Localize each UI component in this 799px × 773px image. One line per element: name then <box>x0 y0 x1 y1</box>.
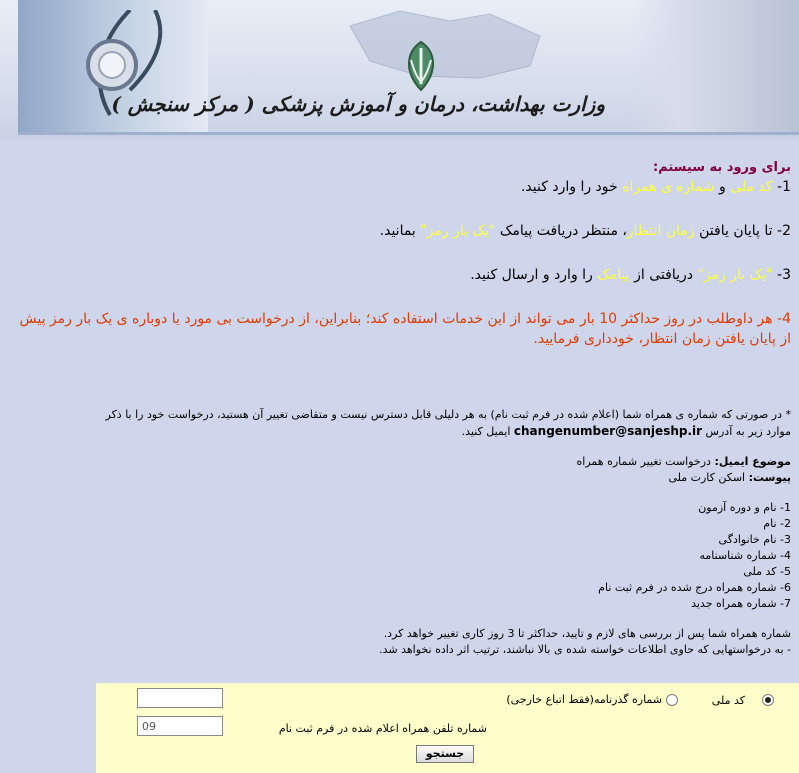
step-4-warning: 4- هر داوطلب در روز حداکثر 10 بار می تواند از این خدمات استفاده کند؛ بنابراین، از درخواست بی مورد یا دوباره ی یک بار رمز پیش از پایان یافتن زمان انتظار، خودداری فرمایید. <box>19 311 791 347</box>
mobile-number-label: شماره تلفن همراه اعلام شده در فرم ثبت نام <box>278 722 487 735</box>
banner-title: وزارت بهداشت، درمان و آموزش پزشکی ( مرکز سنجش ) <box>111 92 605 116</box>
passport-radio[interactable] <box>666 694 678 706</box>
email-attachment-line <box>91 470 791 486</box>
national-code-radio[interactable] <box>762 694 774 706</box>
step-3-text-b: را وارد و ارسال کنید. <box>470 267 598 283</box>
email-subject-line <box>91 454 791 470</box>
stethoscope-icon <box>60 10 200 135</box>
step-2-text-a: تا پایان یافتن <box>694 223 773 239</box>
passport-radio-label: شماره گذرنامه(فقط اتباع خارجی) <box>506 693 662 706</box>
step-1-number: 1- <box>772 179 791 195</box>
step-2 <box>11 221 791 241</box>
list-item: 1- نام و دوره آزمون <box>698 501 791 514</box>
emblem-logo-icon <box>396 38 446 94</box>
processing-time-note: شماره همراه شما پس از بررسی های لازم و تایید، حداکثر تا 3 روز کاری تغییر خواهد کرد. <box>383 627 791 640</box>
email-subject-value: درخواست تغییر شماره همراه <box>576 455 715 468</box>
step-2-number: 2- <box>772 223 791 239</box>
step-2-text-c: بمانید. <box>379 223 421 239</box>
login-instructions <box>11 160 791 349</box>
national-code-radio-label: کد ملی <box>711 694 745 707</box>
list-item: 4- شماره شناسنامه <box>699 549 791 562</box>
list-item: 3- نام خانوادگی <box>718 533 791 546</box>
step-1-text-b: خود را وارد کنید. <box>520 179 623 195</box>
change-number-notes <box>91 407 791 658</box>
step-1-text-a: و <box>714 179 731 195</box>
mobile-number-input[interactable] <box>137 716 223 736</box>
step-2-highlight-otp: "یک بار رمز" <box>420 223 496 239</box>
step-3 <box>11 265 791 285</box>
list-item: 7- شماره همراه جدید <box>691 597 791 610</box>
step-3-number: 3- <box>772 267 791 283</box>
banner-right-panel <box>629 0 799 135</box>
incomplete-request-note: - به درخواستهایی که حاوی اطلاعات خواسته شده ی بالا نباشند، ترتیب اثر داده نخواهد شد. <box>379 643 791 656</box>
instructions-heading: برای ورود به سیستم: <box>652 160 791 175</box>
change-number-text-a: * در صورتی که شماره ی همراه شما (اعلام شده در فرم ثبت نام) به هر دلیلی قابل دسترس نیست و متقاضی تغییر آن هستید، درخواست خود را با ذکر موارد زیر به آدرس <box>105 408 791 438</box>
email-subject-label: موضوع ایمیل: <box>714 455 791 468</box>
change-number-paragraph <box>91 407 791 440</box>
login-form <box>96 683 799 773</box>
step-1 <box>11 177 791 197</box>
list-item: 6- شماره همراه درج شده در فرم ثبت نام <box>598 581 791 594</box>
email-attachment-label: پیوست: <box>748 471 791 484</box>
email-attachment-value: اسکن کارت ملی <box>668 471 749 484</box>
support-email-address: changenumber@sanjeshp.ir <box>513 424 703 438</box>
banner-divider <box>18 132 799 135</box>
step-3-highlight-sms: پیامک <box>597 267 630 283</box>
step-2-text-b: ، منتظر دریافت پیامک <box>495 223 627 239</box>
list-item: 5- کد ملی <box>743 565 791 578</box>
national-id-input[interactable] <box>137 688 223 708</box>
step-1-highlight-national-code: کد ملی <box>730 179 773 195</box>
search-button[interactable]: جستجو <box>416 745 474 763</box>
step-2-highlight-wait-time: زمان انتظار <box>626 223 695 239</box>
step-3-highlight-otp: "یک بار رمز" <box>697 267 773 283</box>
change-number-text-b: ایمیل کنید. <box>461 425 514 438</box>
step-1-highlight-mobile: شماره ی همراه <box>622 179 715 195</box>
list-item: 2- نام <box>763 517 791 530</box>
step-3-text-a: دریافتی از <box>629 267 698 283</box>
header-banner <box>0 0 799 140</box>
required-fields-list <box>91 500 791 612</box>
